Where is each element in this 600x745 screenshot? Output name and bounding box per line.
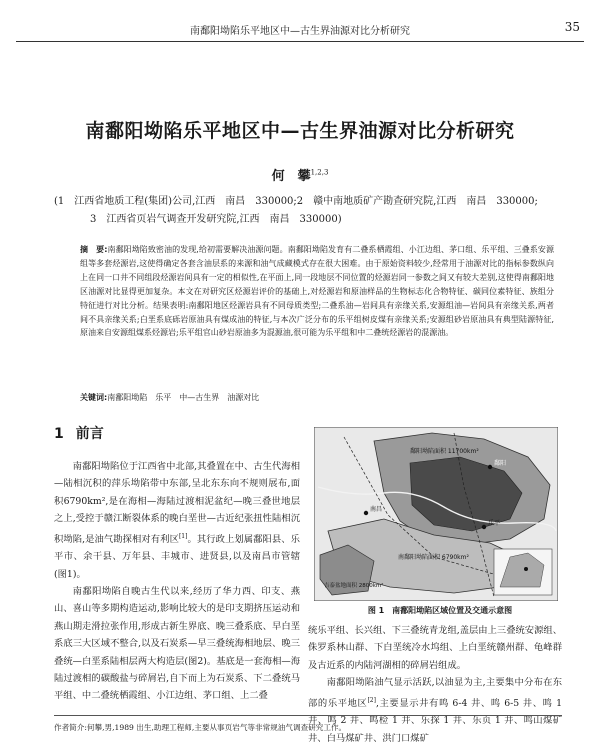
page-number: 35 [564, 20, 580, 34]
city-marker-poyang [488, 465, 492, 469]
map-svg [314, 427, 558, 601]
citation-2[interactable]: [2] [367, 696, 376, 704]
paragraph-3: 统乐平组、长兴组、下三叠统青龙组,盖层由上三叠统安源组、侏罗系林山群、下白垩统冷水坞组、上白垩统赣州群、龟峰群及古近系的内陆河湖相的碎屑岩组成。 [308, 625, 562, 671]
abstract-text: 南鄱阳坳陷致密油的发现,给初需要解决油源问题。南鄱阳坳陷发育有二叠系栖霞组、小江边组、茅口组、乐平组、三叠系安源组等多套烃源岩,这使得确定各套含油层系的来源和油气成藏模式存在很大困难。由于原始资料较少,经常用于油源对比的指标参数纵向上在同一口井不同组段烃源岩间具有一定的相似性,在平面上,同一段地层不同位置的烃源岩同一参数之间又有较大差别,这使得南鄱阳地区油源对比显得更加复杂。本文在对研究区烃源岩评价的基础上,对烃源岩和原油样品的生物标志化合物特征、碳同位素特征、族组分特征进行对比分析。结果表明:南鄱阳地区烃源岩具有不同母质类型;二叠系油—岩间具有亲缘关系,安源组油—岩间具有亲缘关系,两者间不具亲缘关系;白垩系底砾岩原油具有煤成油的特征,与本次广泛分布的乐平组树皮煤有亲缘关系;安源组砂岩原油具有典型陆源特征,原油来自安源组煤系烃源岩;乐平组官山砂岩原油多为混源油,很可能为乐平组和中二叠统烃源岩的混源油。 [80, 245, 554, 338]
city-marker-nanchang [364, 511, 368, 515]
map-label-region-c: 吉泰盆地面积 2800km² [324, 583, 384, 589]
section-title: 前言 [75, 426, 104, 442]
section-number: 1 [54, 426, 64, 442]
author-footnote: 作者简介:何攀,男,1989 出生,助理工程师,主要从事页岩气等非常规油气调查研究工作。 [54, 715, 562, 733]
paragraph-2: 南鄱阳坳陷自晚古生代以来,经历了华力西、印支、燕山、喜山等多期构造运动,影响比较大的是印支期挤压运动和燕山期走滑拉张作用,形成古新生界底、晚三叠系底、早白垩系底三大区域不整合,以及石炭系—早三叠统海相地层、晚三叠统—白垩系陆相层两大构造层(图2)。基底是一套海相—海陆过渡相的碳酸盐与碎屑岩,自下而上为石炭系、下二叠统马平组、中二叠统栖霞组、小江边组、茅口组、上二叠 [54, 585, 300, 702]
figure-1-caption: 图 1 南鄱阳坳陷区域位置及交通示意图 [367, 606, 513, 615]
section-heading [54, 423, 104, 443]
running-title: 南鄱阳坳陷乐平地区中—古生界油源对比分析研究 [190, 26, 410, 37]
author-affil-marks: 1,2,3 [310, 168, 329, 177]
city-marker-leping [482, 525, 486, 529]
paragraph-4 [308, 674, 562, 745]
abstract [80, 243, 554, 340]
keywords [80, 392, 554, 403]
running-head [16, 14, 584, 42]
citation-1[interactable]: [1] [178, 532, 188, 540]
map-label-region-b: 南鄱阳坳陷面积 6790km² [398, 554, 469, 561]
abstract-label: 摘 要: [80, 245, 108, 254]
paragraph-1 [54, 458, 300, 583]
keywords-label: 关键词: [80, 393, 108, 402]
figure-1-map [314, 427, 558, 601]
inset-location-dot [524, 567, 528, 571]
map-label-poyang: 鄱阳 [494, 460, 507, 467]
paragraph-1-text: 南鄱阳坳陷位于江西省中北部,其叠置在中、古生代海相—陆相沉积的萍乐坳陷带中东部,呈北东东向不规则展布,面积6790km²,是在海相—海陆过渡相泥盆纪—晚三叠世地层之上,受控于赣江断裂体系的晚白垩世—古近纪张扭性陆相沉积坳陷,是油气勘探相对有利区 [54, 461, 300, 545]
paragraph-4-end: ,主要显示井有鸣 6-4 井、鸣 6-5 井、鸣 1 井、鸣 2 井、鸣检 1 井、乐探 1 井、乐页 1 井、鸣山煤矿井、白马煤矿井、洪门口煤矿 [308, 697, 562, 744]
map-label-leping: 乐平 [488, 520, 501, 527]
paragraph-4-text: 南鄱阳坳陷油气显示活跃,以油显为主,主要集中分布在东部的乐平地区 [308, 677, 562, 709]
map-label-region-a: 鄱阳坳陷面积 11700km² [410, 448, 479, 455]
left-column [54, 458, 300, 705]
keywords-text: 南鄱阳坳陷 乐平 中—古生界 油源对比 [107, 393, 260, 402]
paragraph-1-end: 。其行政上划属鄱阳县、乐平市、余干县、万年县、丰城市、进贤县,以及南昌市管辖(图1)。 [54, 533, 300, 580]
affiliation-line-2: 3 江西省页岩气调查开发研究院,江西 南昌 330000) [90, 214, 342, 225]
author-line [0, 165, 600, 184]
map-label-nanchang: 南昌 [370, 506, 383, 513]
affiliation-line-1: (1 江西省地质工程(集团)公司,江西 南昌 330000;2 赣中南地质矿产勘查研究院,江西 南昌 330000; [54, 196, 538, 207]
author-name: 何 攀 [271, 169, 311, 184]
article-title: 南鄱阳坳陷乐平地区中—古生界油源对比分析研究 [85, 120, 515, 142]
affiliations [54, 193, 560, 229]
